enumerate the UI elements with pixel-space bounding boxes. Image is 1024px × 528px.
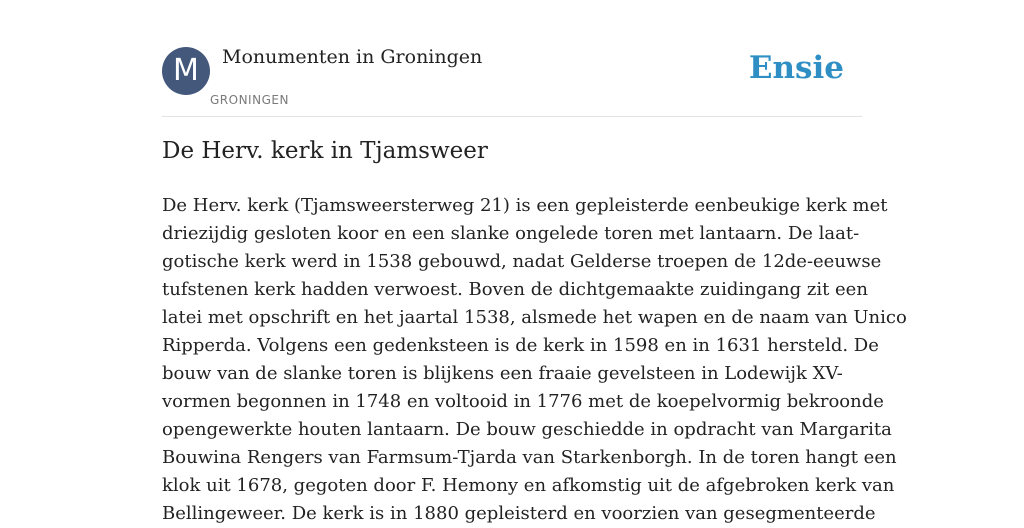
article-title: De Herv. kerk in Tjamsweer xyxy=(162,138,488,164)
header xyxy=(162,0,862,117)
collection-title[interactable]: Monumenten in Groningen xyxy=(222,46,483,68)
body-line: Ripperda. Volgens een gedenksteen is de kerk in 1598 en in 1631 hersteld. De xyxy=(162,335,879,356)
avatar[interactable]: M xyxy=(162,47,210,95)
brand-logo[interactable]: Ensie xyxy=(748,50,844,86)
body-line: Bouwina Rengers van Farmsum-Tjarda van Starkenborgh. In de toren hangt een xyxy=(162,447,897,468)
category-label[interactable]: GRONINGEN xyxy=(210,93,289,107)
body-line: klok uit 1678, gegoten door F. Hemony en afkomstig uit de afgebroken kerk van xyxy=(162,475,895,496)
body-line: tufstenen kerk hadden verwoest. Boven de dichtgemaakte zuidingang zit een xyxy=(162,279,868,300)
body-line: vormen begonnen in 1748 en voltooid in 1776 met de koepelvormig bekroonde xyxy=(162,391,884,412)
body-line: bouw van de slanke toren is blijkens een fraaie gevelsteen in Lodewijk XV- xyxy=(162,363,843,384)
body-line: Bellingeweer. De kerk is in 1880 gepleisterd en voorzien van gesegmenteerde xyxy=(162,503,876,524)
body-line: gotische kerk werd in 1538 gebouwd, nadat Gelderse troepen de 12de-eeuwse xyxy=(162,251,882,272)
body-line: opengewerkte houten lantaarn. De bouw geschiedde in opdracht van Margarita xyxy=(162,419,892,440)
body-line: latei met opschrift en het jaartal 1538, alsmede het wapen en de naam van Unico xyxy=(162,307,907,328)
body-line: De Herv. kerk (Tjamsweersterweg 21) is een gepleisterde eenbeukige kerk met xyxy=(162,195,888,216)
body-line: driezijdig gesloten koor en een slanke ongelede toren met lantaarn. De laat- xyxy=(162,223,860,244)
article-body xyxy=(162,192,907,528)
